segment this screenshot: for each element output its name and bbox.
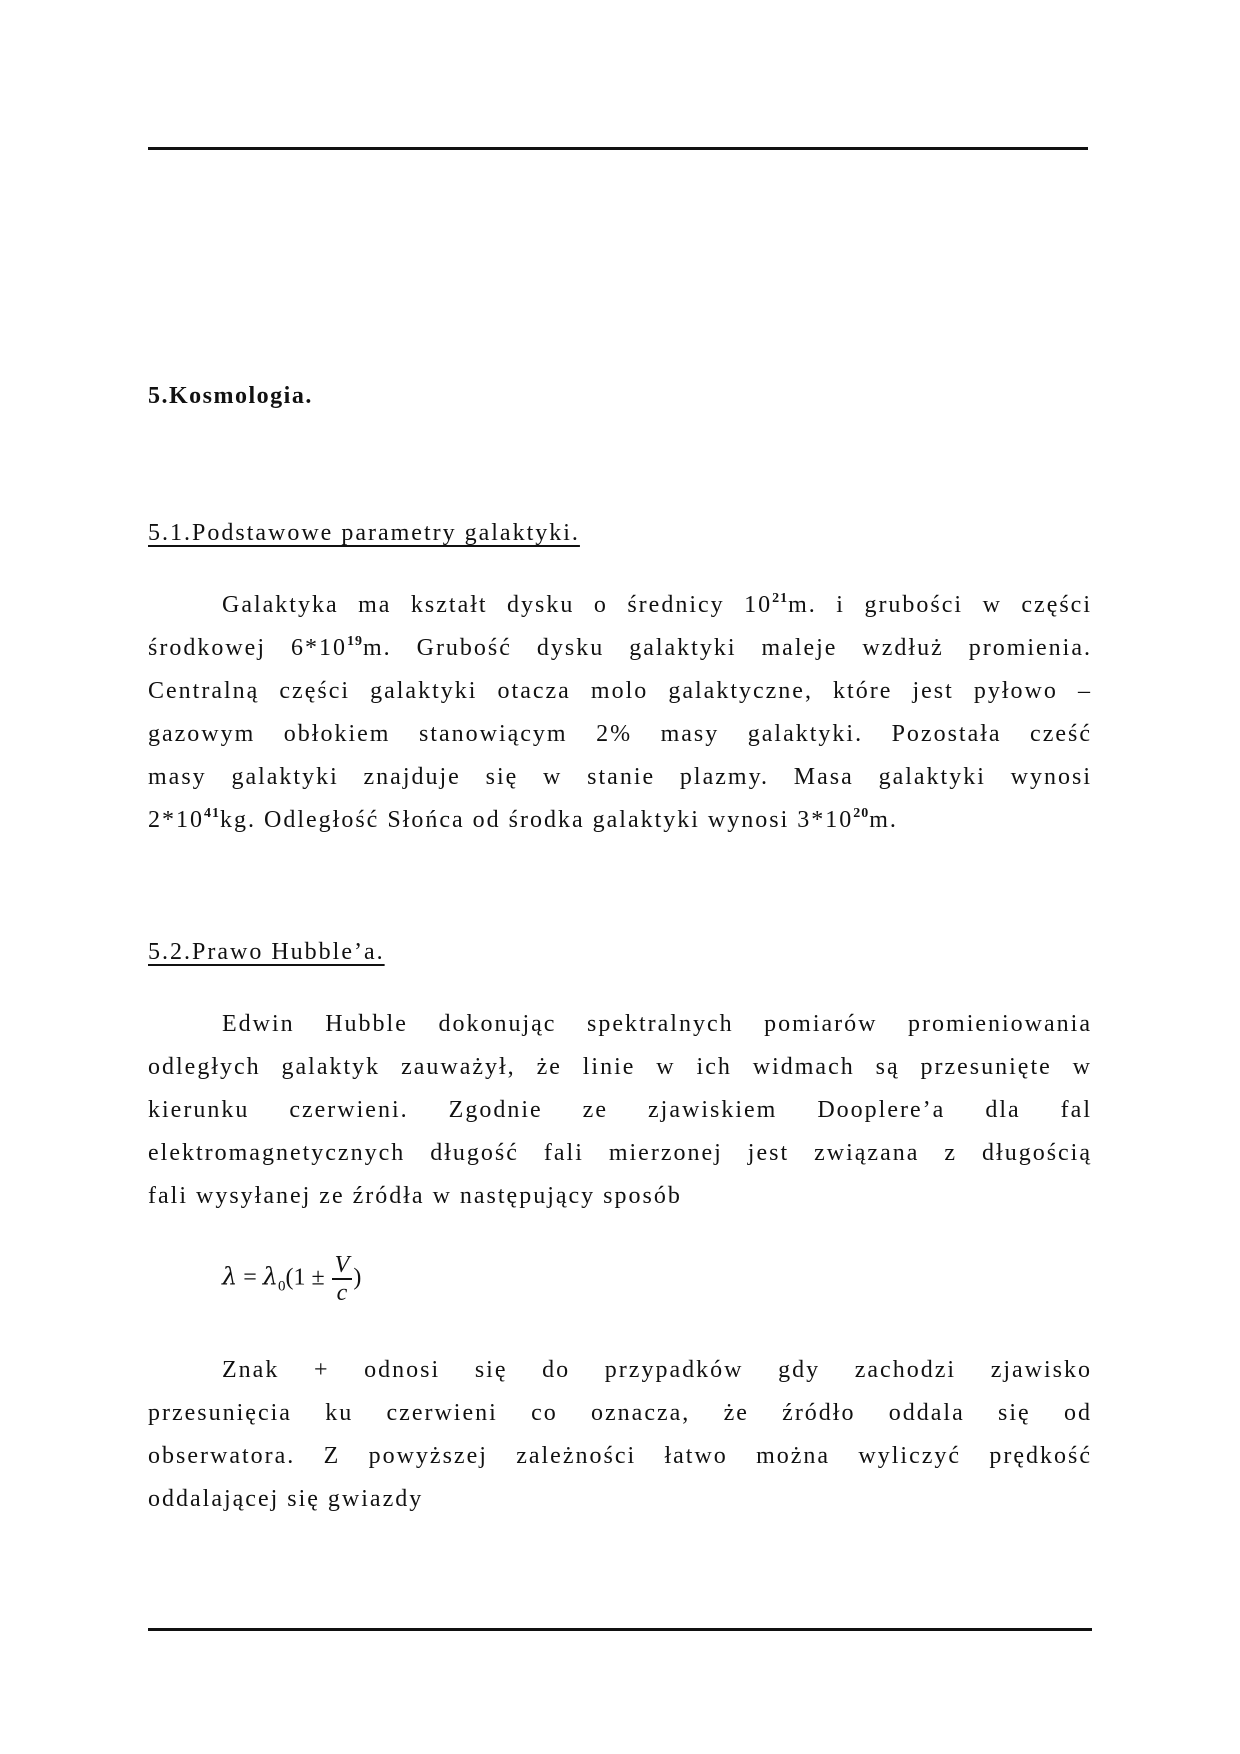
formula-lambda: λ <box>222 1262 238 1291</box>
text-line: masy galaktyki znajduje się w stanie plazmy. Masa galaktyki wynosi <box>148 764 1092 790</box>
formula-close: ) <box>353 1264 362 1291</box>
doppler-formula <box>222 1252 361 1322</box>
text-line: gazowym obłokiem stanowiącym 2% masy galaktyki. Pozostała cześć <box>148 721 1092 747</box>
text-line: odległych galaktyk zauważył, że linie w ich widmach są przesunięte w <box>148 1054 1092 1080</box>
formula-numerator: V <box>332 1252 353 1280</box>
formula-fraction <box>332 1252 353 1306</box>
text-line: kierunku czerwieni. Zgodnie ze zjawiskiem Dooplere’a dla fal <box>148 1097 1092 1123</box>
bottom-rule <box>148 1628 1092 1631</box>
text-line: fali wysyłanej ze źródła w następujący sposób <box>148 1183 682 1209</box>
formula-denominator: c <box>336 1280 348 1306</box>
section-heading-1: 5.1.Podstawowe parametry galaktyki. <box>148 520 580 546</box>
top-rule <box>148 147 1088 150</box>
text-line: oddalającej się gwiazdy <box>148 1486 424 1512</box>
paragraph-hubble-intro <box>148 1003 1092 1218</box>
text-line: Centralną części galaktyki otacza molo galaktyczne, które jest pyłowo – <box>148 678 1092 704</box>
paragraph-redshift <box>148 1349 1092 1521</box>
text-line: Znak + odnosi się do przypadków gdy zachodzi zjawisko <box>222 1357 1092 1383</box>
chapter-title: 5.Kosmologia. <box>148 383 313 409</box>
paragraph-galaxy-parameters <box>148 584 1092 842</box>
text-line: Edwin Hubble dokonując spektralnych pomiarów promieniowania <box>222 1011 1092 1037</box>
text-line: środkowej $6*10^{19}m$. Grubość dysku galaktyki maleje wzdłuż promienia. <box>148 634 1093 661</box>
text-line: obserwatora. Z powyższej zależności łatwo można wyliczyć prędkość <box>148 1443 1092 1469</box>
text-line: elektromagnetycznych długość fali mierzonej jest związana z długością <box>148 1140 1092 1166</box>
text-line: Galaktyka ma kształt dysku o średnicy $10^{21}m$. i grubości w części <box>222 591 1093 618</box>
text-line: przesunięcia ku czerwieni co oznacza, że źródło oddala się od <box>148 1400 1092 1426</box>
text-line: $2*10^{41}kg$. Odległość Słońca od środka galaktyki wynosi $3*10^{20}m$. <box>148 806 898 833</box>
formula-subscript: 0 <box>277 1278 286 1295</box>
formula-lambda0: λ <box>262 1262 278 1291</box>
section-heading-2: 5.2.Prawo Hubble’a. <box>148 939 385 965</box>
formula-open: (1 ± <box>285 1264 331 1291</box>
formula-equals: = <box>237 1264 263 1291</box>
